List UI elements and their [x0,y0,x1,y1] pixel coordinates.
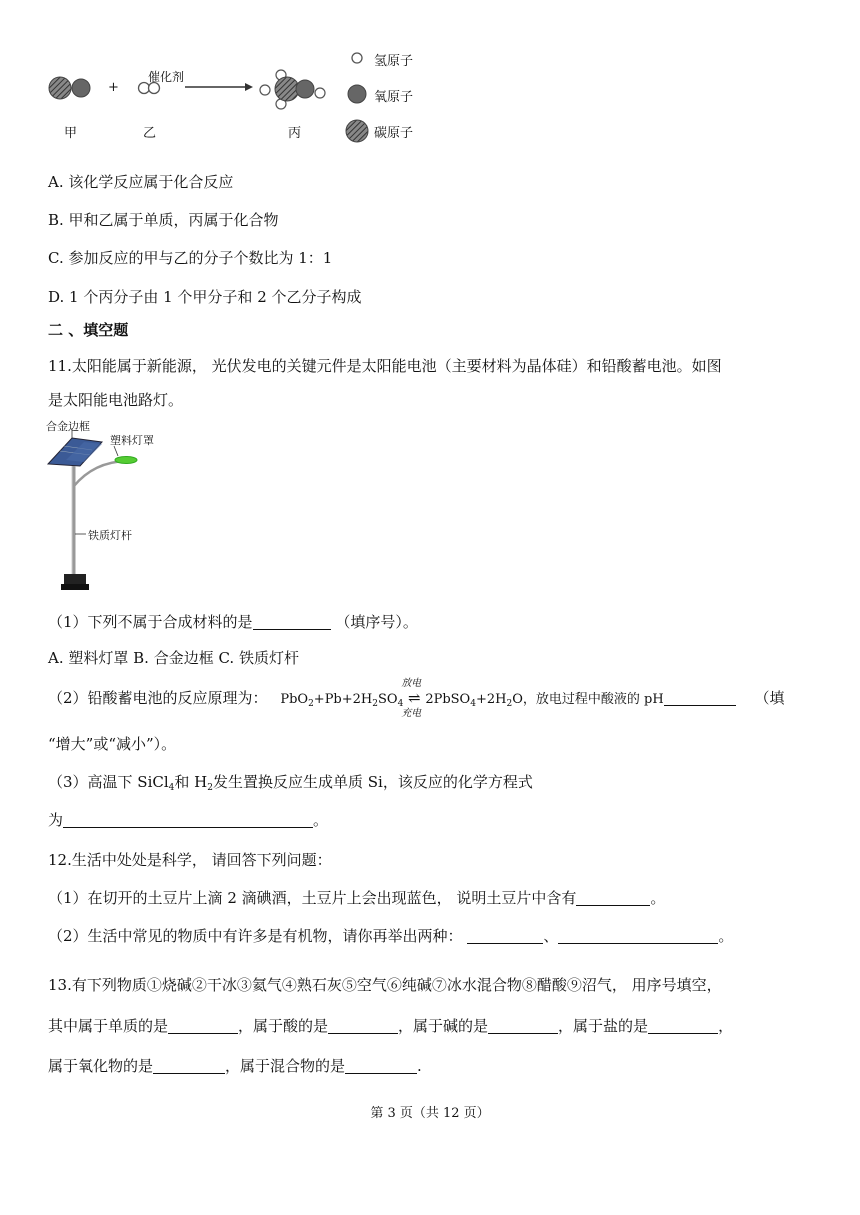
q12-line1: 12.生活中处处是科学， 请回答下列问题： [48,851,332,869]
q13-blank-salt[interactable] [648,1017,718,1034]
q13-line3: 属于氧化物的是 ，属于混合物的是 . [48,1057,422,1075]
q10-option-c: C. 参加反应的甲与乙的分子个数比为 1：1 [48,249,333,267]
equilibrium-arrow: 放电 ⇌ 充电 [401,678,422,719]
chem-equation: $PbO_2+Pb+2H_2SO_4$ [280,692,404,709]
molecule-bing [260,70,325,109]
q13-line2: 其中属于单质的是 ，属于酸的是 ，属于碱的是 ，属于盐的是 ， [48,1017,734,1035]
q11-sub1-text: （1）下列不属于合成材料的是 [48,613,253,631]
q11-sub2-line2: “增大”或“减小”）。 [48,735,177,753]
legend-carbon-icon [346,120,368,142]
label-alloy-frame: 合金边框 [46,420,90,433]
plus-sign: + [108,80,119,95]
label-bing: 丙 [288,126,302,141]
molecule-jia [49,77,90,99]
q11-sub1-blank[interactable] [253,613,331,630]
q12-sub2: （2）生活中常见的物质中有许多是有机物，请你再举出两种： 、 。 [48,927,734,945]
q10-option-b: B. 甲和乙属于单质，丙属于化合物 [48,211,279,229]
q11-sub3: （3）高温下 SiCl$_4$和 $H_2$发生置换反应生成单质 Si，该反应的化学方程式 [48,773,533,793]
page-footer: 第 3 页（共 12 页） [370,1106,490,1121]
catalyst-label: 催化剂 [148,70,185,84]
q12-sub1: （1）在切开的土豆片上滴 2 滴碘酒，土豆片上会出现蓝色， 说明土豆片中含有 。 [48,889,666,907]
q13-blank-acid[interactable] [328,1017,398,1034]
q10-option-a: A. 该化学反应属于化合反应 [48,173,234,191]
q11-line2: 是太阳能电池路灯。 [48,391,184,409]
q11-sub3-blank[interactable] [63,811,313,828]
q13-line1: 13.有下列物质①烧碱②干冰③氦气④熟石灰⑤空气⑥纯碱⑦冰水混合物⑧醋酸⑨沼气， 用序号填空， [48,976,722,994]
legend-oxygen-label: 氧原子 [374,90,414,105]
q13-blank-element[interactable] [168,1017,238,1034]
q13-blank-mixture[interactable] [345,1057,417,1074]
q11-sub1-options: A. 塑料灯罩 B. 合金边框 C. 铁质灯杆 [48,649,299,667]
q11-sub2: （2）铅酸蓄电池的反应原理为： $PbO_2+Pb+2H_2SO_4$ 放电 ⇌ 充电 $2PbSO_4+2H_2O$，放电过程中酸液的 pH （填 [48,678,785,719]
q13-blank-base[interactable] [488,1017,558,1034]
q12-sub1-blank[interactable] [576,889,650,906]
label-plastic-shade: 塑料灯罩 [110,434,154,447]
q13-blank-oxide[interactable] [153,1057,225,1074]
q11-sub1-suffix: （填序号）。 [335,613,418,631]
legend-carbon-label: 碳原子 [374,126,414,141]
q11-line1: 11.太阳能属于新能源， 光伏发电的关键元件是太阳能电池（主要材料为晶体硅）和铅酸蓄电池。如图 [48,357,722,375]
label-iron-pole: 铁质灯杆 [88,529,132,542]
q11-sub2-text: （2）铅酸蓄电池的反应原理为： [48,689,268,707]
legend-oxygen-icon [348,85,366,103]
section-title: 二 、填空题 [48,321,129,339]
label-jia: 甲 [64,126,78,141]
q10-option-d: D. 1 个丙分子由 1 个甲分子和 2 个乙分子构成 [48,288,362,306]
q11-sub1 [48,612,418,632]
streetlight-icon [44,416,174,596]
q11-sub3-line2: 为 。 [48,811,329,829]
q11-sub2-blank[interactable] [664,689,736,706]
q12-sub2-blank2[interactable] [558,927,718,944]
q11-sub2-tail: （填 [754,689,785,707]
legend-hydrogen-label: 氢原子 [374,54,414,69]
q12-sub2-blank1[interactable] [467,927,543,944]
label-yi: 乙 [143,126,157,141]
legend-hydrogen-icon [352,53,362,63]
